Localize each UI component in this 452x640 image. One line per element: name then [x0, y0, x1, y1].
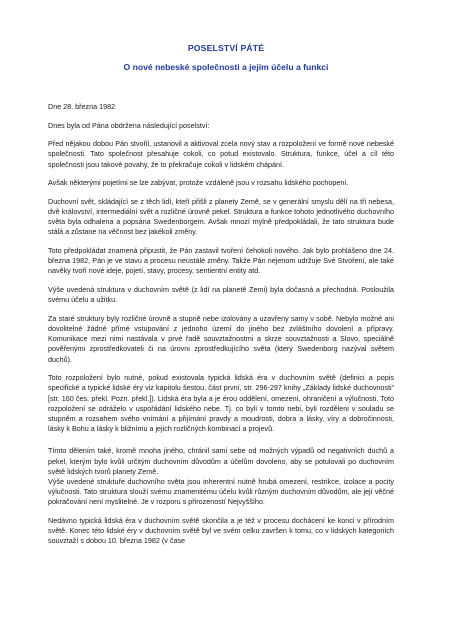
document-title: POSELSTVÍ PÁTÉ [187, 43, 265, 53]
paragraph: Toto předpokládat znamená připustit, že Pán zastavil tvoření čehokoli nového. Jak bylo prohlášeno dne 24. března 1982, Pán je ve stavu a procesu neustálé změny. Takže Pán nejenom udržuje Své Stvoření, ale také navěky tvoří nové ideje, pojetí, stavy, procesy, sentientní entity atd. [48, 245, 394, 276]
paragraph: Výše uvedená struktura v duchovním světě (z lidí na planetě Zemi) byla dočasná a přechodná. Posloužila svému účelu a užitku. [48, 284, 394, 305]
document-body [48, 102, 394, 555]
paragraph: Za staré struktury byly rozličné úrovně a stupně nebe izolovány a uzavřeny samy v sobě. Nebylo možné ani dovolitelné žádné přímé vstupování z jednoho území do jiného bez zvláštního dovolení a přípravy. Komunikace mezi nimi nastávala v prvé řadě souvztažnostmi a skrze souvztažnosti a Slovo, speciálně pověřenými zprostředkovateli či na úrovni zprostředkujícího světa (který Swedenborg nazýval světem duchů). [48, 313, 394, 364]
paragraph: Tímto dělením také, kromě mnoha jiného, chránil sami sebe od možných výpadů od negativních duchů a pekel, kterým bylo kvůli určitým duchovním důvodům a účelům dovoleno, aby se potulovali po duchovním světě lidských tvorů planety Země. [48, 446, 394, 476]
paragraph: Před nějakou dobou Pán stvořil, ustanovil a aktivoval zcela nový stav a rozpoložení ve formě nové nebeské společnosti. Tato společnost přesahuje cokoli, co potud existovalo. Struktura, funkce, účel a cíl této společnosti jsou takové povahy, že to překračuje cokoli v lidském chápání. [48, 139, 394, 169]
paragraph: Nedávno typická lidská éra v duchovním světě skončila a je též v procesu dochácení ke konci v přírodním světě. Konec této lidské éry v duchovním světě byl ve svém celku završen k tomu, co v lidských kategoriích souvztaží s dobou 10. března 1982 (v čase [48, 516, 394, 546]
paragraph: Avšak některými pojetími se lze zabývat, protože vzdáleně jsou v rozsahu lidského pochopení. [48, 178, 349, 188]
document-subtitle: O nové nebeské společnosti a jejím účelu a funkci [123, 62, 329, 72]
paragraph: Duchovní svět, skládající se z těch lidí, kteří přišli z planety Země, se v generální smyslu dělí na tři nebesa, dvě království, intermediální svět a rozličné úrovně pekel. Struktura a funkce tohoto jednotlivého duchovního světa byla odhalena a popsána Swedenborgem. Avšak mnozí mylně předpokládali, že tato struktura bude stálá a zůstane na věčnost bez jakékoli změny. [48, 196, 394, 237]
paragraph: Výše uvedené struktuře duchovního světa jsou inherentní nutně hrubá omezení, restrikce, izolace a pocity výlučnosti. Tato struktura slouží svému znamenitému účelu kvůli různým duchovním důvodům, ale její věčné pokračování není myslitelné. Je v rozporu s přirozeností Nejvyššího. [48, 477, 394, 507]
paragraph: Toto rozpoložení bylo nutné, pokud existovala typická lidská éra v duchovním světě (definici a popis specifické a typické lidské éry viz kapitolu šestou, část první, str. 296-297 knihy „Základy lidské duchovnosti“ [str. 160 čes. překl. Pozn. překl.]). Lidská éra byla a je érou oddělení, omezení, ohraničení a výlučnosti. Toto rozpoložení se odráželo v uspořádání lidského nebe. Tj. co byli v tomto nebi, byli rozděleni v souladu se stupněm a rozsahem svého vnímání a přijímání pravdy a moudrosti, dobra a lásky, víry a dobročinnosti, lásky k Bohu a lásky k bližnímu a jejich rozličných kombinací a projevů. [48, 373, 394, 434]
document-date: Dne 28. března 1982 [48, 102, 116, 111]
paragraph-intro: Dnes byla od Pána obdržena následující poselství: [48, 120, 210, 130]
